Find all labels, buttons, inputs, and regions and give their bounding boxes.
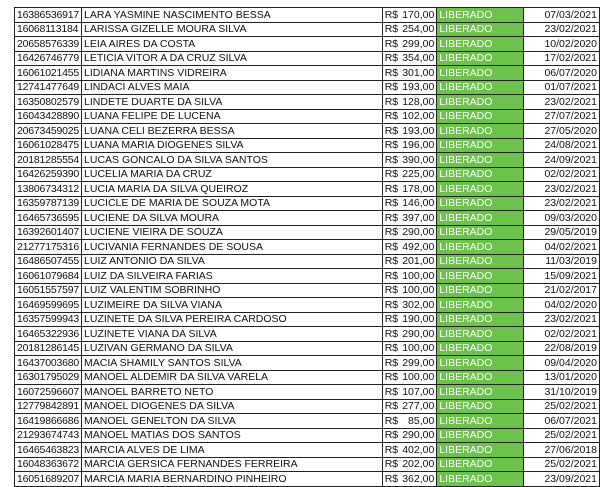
row-date-cell: 24/09/2021 [524, 153, 600, 168]
row-status-badge: LIBERADO [437, 283, 524, 298]
row-status-badge: LIBERADO [437, 312, 524, 327]
row-name-cell: LUZIVAN GERMANO DA SILVA [82, 341, 383, 356]
row-amount-cell: 290,00 [400, 327, 437, 342]
row-date-cell: 25/02/2021 [524, 399, 600, 414]
row-name-cell: MANOEL GENELTON DA SILVA [82, 414, 383, 429]
row-currency-cell: R$ [382, 269, 400, 284]
row-name-cell: LUANA CELI BEZERRA BESSA [82, 124, 383, 139]
row-name-cell: LUCIA MARIA DA SILVA QUEIROZ [82, 182, 383, 197]
row-amount-cell: 402,00 [400, 443, 437, 458]
row-date-cell: 25/02/2021 [524, 428, 600, 443]
row-name-cell: LUCIENE VIEIRA DE SOUZA [82, 225, 383, 240]
row-id-cell: 16386536917 [15, 8, 82, 23]
row-name-cell: LUIZ ANTONIO DA SILVA [82, 254, 383, 269]
row-status-badge: LIBERADO [437, 414, 524, 429]
row-date-cell: 02/02/2021 [524, 167, 600, 182]
table-row [15, 182, 600, 197]
row-date-cell: 31/10/2019 [524, 385, 600, 400]
row-id-cell: 16043428890 [15, 109, 82, 124]
table-row [15, 443, 600, 458]
row-status-badge: LIBERADO [437, 80, 524, 95]
row-name-cell: LEIA AIRES DA COSTA [82, 37, 383, 52]
row-date-cell: 01/07/2021 [524, 80, 600, 95]
row-name-cell: LUCAS GONCALO DA SILVA SANTOS [82, 153, 383, 168]
row-amount-cell: 193,00 [400, 80, 437, 95]
row-id-cell: 20673459025 [15, 124, 82, 139]
row-name-cell: LIDIANA MARTINS VIDREIRA [82, 66, 383, 81]
row-amount-cell: 354,00 [400, 51, 437, 66]
table-row [15, 22, 600, 37]
row-name-cell: LUCIENE DA SILVA MOURA [82, 211, 383, 226]
row-date-cell: 23/02/2021 [524, 182, 600, 197]
row-name-cell: LUCIVANIA FERNANDES DE SOUSA [82, 240, 383, 255]
row-name-cell: LUANA MARIA DIOGENES SILVA [82, 138, 383, 153]
row-date-cell: 06/07/2020 [524, 66, 600, 81]
row-name-cell: LUCELIA MARIA DA CRUZ [82, 167, 383, 182]
row-id-cell: 21277175316 [15, 240, 82, 255]
row-status-badge: LIBERADO [437, 51, 524, 66]
row-status-badge: LIBERADO [437, 269, 524, 284]
row-status-badge: LIBERADO [437, 443, 524, 458]
table-row [15, 80, 600, 95]
row-name-cell: LINDACI ALVES MAIA [82, 80, 383, 95]
row-currency-cell: R$ [382, 109, 400, 124]
row-amount-cell: 146,00 [400, 196, 437, 211]
row-currency-cell: R$ [382, 327, 400, 342]
row-amount-cell: 107,00 [400, 385, 437, 400]
row-amount-cell: 170,00 [400, 8, 437, 23]
row-currency-cell: R$ [382, 22, 400, 37]
row-id-cell: 16465322936 [15, 327, 82, 342]
row-amount-cell: 100,00 [400, 283, 437, 298]
row-currency-cell: R$ [382, 240, 400, 255]
row-date-cell: 21/02/2017 [524, 283, 600, 298]
row-id-cell: 16426746779 [15, 51, 82, 66]
table-row [15, 385, 600, 400]
row-id-cell: 20181285554 [15, 153, 82, 168]
row-currency-cell: R$ [382, 138, 400, 153]
row-date-cell: 09/04/2020 [524, 356, 600, 371]
row-id-cell: 16359787139 [15, 196, 82, 211]
row-amount-cell: 100,00 [400, 341, 437, 356]
row-id-cell: 16419866686 [15, 414, 82, 429]
row-currency-cell: R$ [382, 385, 400, 400]
row-currency-cell: R$ [382, 153, 400, 168]
row-id-cell: 12779842891 [15, 399, 82, 414]
row-amount-cell: 100,00 [400, 370, 437, 385]
row-date-cell: 29/05/2019 [524, 225, 600, 240]
row-date-cell: 09/03/2020 [524, 211, 600, 226]
row-currency-cell: R$ [382, 283, 400, 298]
row-id-cell: 16301795029 [15, 370, 82, 385]
row-currency-cell: R$ [382, 95, 400, 110]
row-currency-cell: R$ [382, 225, 400, 240]
table-row [15, 283, 600, 298]
row-amount-cell: 128,00 [400, 95, 437, 110]
row-date-cell: 23/02/2021 [524, 22, 600, 37]
row-currency-cell: R$ [382, 211, 400, 226]
row-amount-cell: 85,00 [400, 414, 437, 429]
row-id-cell: 20181286145 [15, 341, 82, 356]
row-status-badge: LIBERADO [437, 341, 524, 356]
row-currency-cell: R$ [382, 182, 400, 197]
table-row [15, 414, 600, 429]
table-row [15, 327, 600, 342]
row-date-cell: 11/03/2019 [524, 254, 600, 269]
row-currency-cell: R$ [382, 399, 400, 414]
row-currency-cell: R$ [382, 167, 400, 182]
row-id-cell: 16048363672 [15, 457, 82, 472]
row-currency-cell: R$ [382, 472, 400, 487]
row-id-cell: 16061028475 [15, 138, 82, 153]
row-status-badge: LIBERADO [437, 167, 524, 182]
table-row [15, 167, 600, 182]
row-id-cell: 16061079684 [15, 269, 82, 284]
row-status-badge: LIBERADO [437, 66, 524, 81]
row-date-cell: 15/09/2021 [524, 269, 600, 284]
row-currency-cell: R$ [382, 370, 400, 385]
row-date-cell: 27/06/2018 [524, 443, 600, 458]
row-date-cell: 07/03/2021 [524, 8, 600, 23]
row-name-cell: MANOEL ALDEMIR DA SILVA VARELA [82, 370, 383, 385]
row-status-badge: LIBERADO [437, 124, 524, 139]
table-row [15, 8, 600, 23]
table-row [15, 240, 600, 255]
row-name-cell: MARCIA GERSICA FERNANDES FERREIRA [82, 457, 383, 472]
row-currency-cell: R$ [382, 341, 400, 356]
row-name-cell: MARCIA ALVES DE LIMA [82, 443, 383, 458]
row-currency-cell: R$ [382, 37, 400, 52]
row-status-badge: LIBERADO [437, 182, 524, 197]
row-status-badge: LIBERADO [437, 370, 524, 385]
row-status-badge: LIBERADO [437, 399, 524, 414]
row-name-cell: LARA YASMINE NASCIMENTO BESSA [82, 8, 383, 23]
row-currency-cell: R$ [382, 443, 400, 458]
row-currency-cell: R$ [382, 414, 400, 429]
row-id-cell: 16051557597 [15, 283, 82, 298]
table-row [15, 196, 600, 211]
row-amount-cell: 201,00 [400, 254, 437, 269]
row-name-cell: MANOEL DIOGENES DA SILVA [82, 399, 383, 414]
row-currency-cell: R$ [382, 196, 400, 211]
row-date-cell: 22/08/2019 [524, 341, 600, 356]
row-name-cell: LUZIMEIRE DA SILVA VIANA [82, 298, 383, 313]
row-id-cell: 16061021455 [15, 66, 82, 81]
row-currency-cell: R$ [382, 254, 400, 269]
row-id-cell: 16051689207 [15, 472, 82, 487]
table-row [15, 341, 600, 356]
table-row [15, 312, 600, 327]
row-status-badge: LIBERADO [437, 254, 524, 269]
row-date-cell: 13/01/2020 [524, 370, 600, 385]
row-currency-cell: R$ [382, 312, 400, 327]
row-id-cell: 16469599695 [15, 298, 82, 313]
row-status-badge: LIBERADO [437, 356, 524, 371]
table-row [15, 211, 600, 226]
row-date-cell: 23/02/2021 [524, 196, 600, 211]
row-amount-cell: 299,00 [400, 356, 437, 371]
row-currency-cell: R$ [382, 124, 400, 139]
row-amount-cell: 202,00 [400, 457, 437, 472]
row-name-cell: MARCIA MARIA BERNARDINO PINHEIRO [82, 472, 383, 487]
row-amount-cell: 190,00 [400, 312, 437, 327]
table-row [15, 356, 600, 371]
row-id-cell: 13806734312 [15, 182, 82, 197]
row-status-badge: LIBERADO [437, 457, 524, 472]
table-row [15, 51, 600, 66]
row-name-cell: LARISSA GIZELLE MOURA SILVA [82, 22, 383, 37]
row-date-cell: 27/05/2020 [524, 124, 600, 139]
row-amount-cell: 390,00 [400, 153, 437, 168]
table-row [15, 66, 600, 81]
row-id-cell: 16426259390 [15, 167, 82, 182]
row-id-cell: 12741477649 [15, 80, 82, 95]
row-status-badge: LIBERADO [437, 327, 524, 342]
row-id-cell: 16357599943 [15, 312, 82, 327]
row-currency-cell: R$ [382, 298, 400, 313]
row-date-cell: 06/07/2021 [524, 414, 600, 429]
row-status-badge: LIBERADO [437, 225, 524, 240]
row-currency-cell: R$ [382, 356, 400, 371]
row-amount-cell: 362,00 [400, 472, 437, 487]
row-amount-cell: 302,00 [400, 298, 437, 313]
row-amount-cell: 290,00 [400, 225, 437, 240]
row-date-cell: 25/02/2021 [524, 457, 600, 472]
row-name-cell: LUCICLE DE MARIA DE SOUZA MOTA [82, 196, 383, 211]
row-name-cell: MACIA SHAMILY SANTOS SILVA [82, 356, 383, 371]
table-row [15, 138, 600, 153]
row-name-cell: LUANA FELIPE DE LUCENA [82, 109, 383, 124]
row-amount-cell: 492,00 [400, 240, 437, 255]
row-id-cell: 16068113184 [15, 22, 82, 37]
row-name-cell: MANOEL BARRETO NETO [82, 385, 383, 400]
table-row [15, 370, 600, 385]
row-status-badge: LIBERADO [437, 37, 524, 52]
row-name-cell: LUIZ DA SILVEIRA FARIAS [82, 269, 383, 284]
table-row [15, 457, 600, 472]
row-date-cell: 23/02/2021 [524, 312, 600, 327]
row-status-badge: LIBERADO [437, 385, 524, 400]
row-amount-cell: 254,00 [400, 22, 437, 37]
row-status-badge: LIBERADO [437, 196, 524, 211]
table-row [15, 37, 600, 52]
row-date-cell: 17/02/2021 [524, 51, 600, 66]
row-amount-cell: 290,00 [400, 428, 437, 443]
row-currency-cell: R$ [382, 428, 400, 443]
table-row [15, 95, 600, 110]
row-id-cell: 16392601407 [15, 225, 82, 240]
row-id-cell: 16465736595 [15, 211, 82, 226]
row-id-cell: 20658576339 [15, 37, 82, 52]
row-currency-cell: R$ [382, 66, 400, 81]
row-currency-cell: R$ [382, 8, 400, 23]
row-status-badge: LIBERADO [437, 22, 524, 37]
table-row [15, 225, 600, 240]
table-row [15, 399, 600, 414]
row-amount-cell: 301,00 [400, 66, 437, 81]
row-status-badge: LIBERADO [437, 211, 524, 226]
row-status-badge: LIBERADO [437, 153, 524, 168]
records-body [15, 8, 600, 487]
row-amount-cell: 100,00 [400, 269, 437, 284]
row-date-cell: 24/08/2021 [524, 138, 600, 153]
row-status-badge: LIBERADO [437, 298, 524, 313]
row-amount-cell: 102,00 [400, 109, 437, 124]
row-status-badge: LIBERADO [437, 8, 524, 23]
row-id-cell: 16350802579 [15, 95, 82, 110]
row-name-cell: MANOEL MATIAS DOS SANTOS [82, 428, 383, 443]
row-currency-cell: R$ [382, 51, 400, 66]
table-row [15, 124, 600, 139]
table-row [15, 153, 600, 168]
row-status-badge: LIBERADO [437, 240, 524, 255]
row-status-badge: LIBERADO [437, 472, 524, 487]
row-status-badge: LIBERADO [437, 95, 524, 110]
row-name-cell: LUIZ VALENTIM SOBRINHO [82, 283, 383, 298]
row-currency-cell: R$ [382, 80, 400, 95]
row-id-cell: 16072596607 [15, 385, 82, 400]
row-date-cell: 10/02/2020 [524, 37, 600, 52]
table-row [15, 472, 600, 487]
row-name-cell: LUZINETE DA SILVA PEREIRA CARDOSO [82, 312, 383, 327]
row-name-cell: LINDETE DUARTE DA SILVA [82, 95, 383, 110]
row-id-cell: 21293674743 [15, 428, 82, 443]
records-table [14, 7, 600, 487]
row-amount-cell: 397,00 [400, 211, 437, 226]
row-name-cell: LUZINETE VIANA DA SILVA [82, 327, 383, 342]
table-row [15, 254, 600, 269]
row-id-cell: 16437003680 [15, 356, 82, 371]
row-date-cell: 23/02/2021 [524, 95, 600, 110]
row-name-cell: LETICIA VITOR A DA CRUZ SILVA [82, 51, 383, 66]
row-date-cell: 02/02/2021 [524, 327, 600, 342]
row-id-cell: 16465463823 [15, 443, 82, 458]
row-status-badge: LIBERADO [437, 428, 524, 443]
row-amount-cell: 178,00 [400, 182, 437, 197]
row-date-cell: 27/07/2021 [524, 109, 600, 124]
row-date-cell: 23/09/2021 [524, 472, 600, 487]
row-amount-cell: 193,00 [400, 124, 437, 139]
table-row [15, 428, 600, 443]
table-row [15, 298, 600, 313]
row-amount-cell: 299,00 [400, 37, 437, 52]
row-status-badge: LIBERADO [437, 138, 524, 153]
row-date-cell: 04/02/2021 [524, 240, 600, 255]
row-currency-cell: R$ [382, 457, 400, 472]
table-row [15, 109, 600, 124]
row-date-cell: 04/02/2020 [524, 298, 600, 313]
row-amount-cell: 277,00 [400, 399, 437, 414]
row-id-cell: 16486507455 [15, 254, 82, 269]
table-row [15, 269, 600, 284]
row-amount-cell: 196,00 [400, 138, 437, 153]
row-status-badge: LIBERADO [437, 109, 524, 124]
row-amount-cell: 225,00 [400, 167, 437, 182]
